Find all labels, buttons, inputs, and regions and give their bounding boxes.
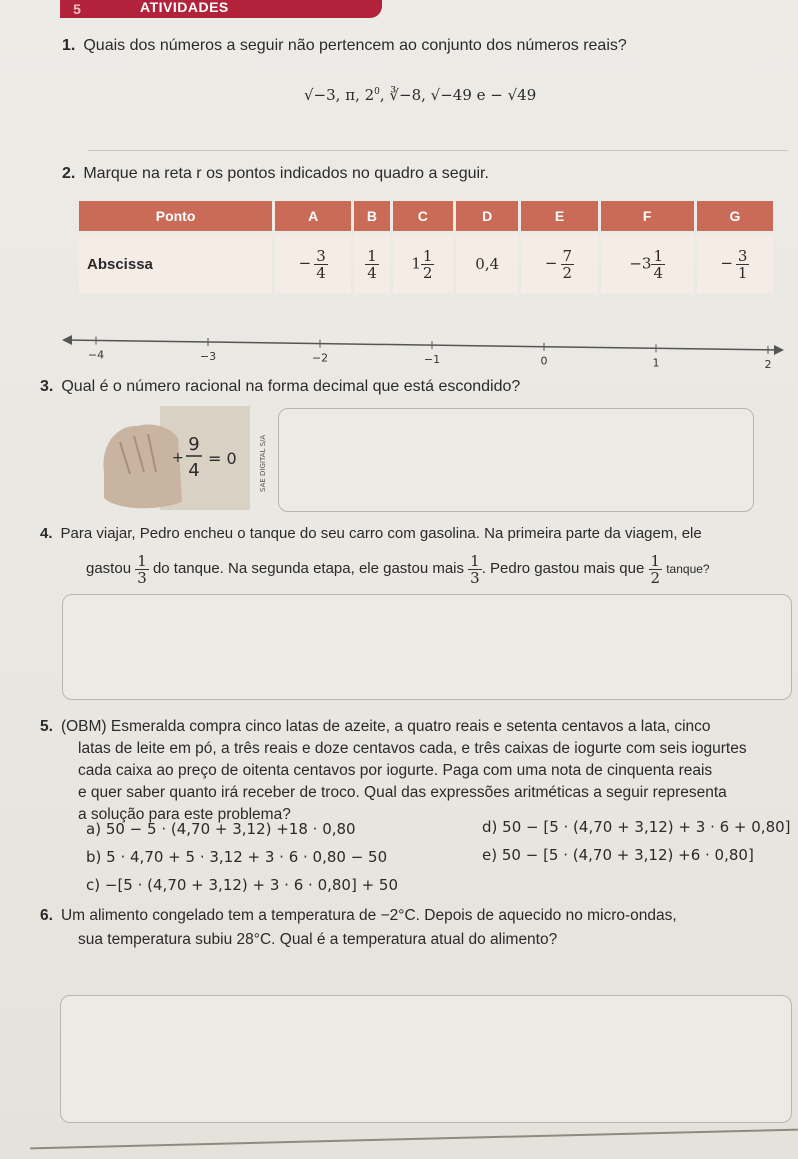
- sign: −: [629, 254, 642, 272]
- question-3: [40, 377, 520, 397]
- question-5: [40, 716, 747, 826]
- expr-term: √−49: [430, 86, 472, 104]
- numerator: 1: [137, 551, 147, 570]
- denominator: 1: [737, 263, 748, 282]
- option-text: 50 − [5 · (4,70 + 3,12) + 3 · 6 + 0,80]: [502, 818, 791, 836]
- fraction: [561, 248, 575, 281]
- denominator: 3: [470, 568, 480, 587]
- sign: −: [720, 254, 733, 272]
- point-label: E: [521, 201, 597, 231]
- q1-expression: [304, 86, 536, 104]
- activities-header: [60, 0, 382, 18]
- photo-credit: SAE DIGITAL S/A: [259, 434, 267, 492]
- expr-sep: e −: [471, 86, 508, 104]
- fraction: [135, 553, 149, 586]
- denominator: 4: [653, 263, 664, 282]
- question-number: 6.: [40, 907, 53, 924]
- option-text: 5 · 4,70 + 5 · 3,12 + 3 · 6 · 0,80 − 50: [106, 848, 388, 866]
- question-2: [62, 164, 489, 184]
- expr-sep: ,: [379, 86, 390, 104]
- question-text: Um alimento congelado tem a temperatura de −2°C. Depois de aquecido no micro-ondas,: [60, 907, 677, 924]
- option-a[interactable]: [86, 820, 356, 838]
- divider: [88, 150, 788, 151]
- q4-text: gastou: [86, 560, 132, 577]
- numerator: 1: [470, 551, 480, 570]
- page-edge: [30, 1129, 798, 1150]
- abscissa-cell: [275, 235, 351, 293]
- number-line: [0, 320, 798, 376]
- numerator: 1: [367, 246, 377, 265]
- answer-box-q4[interactable]: [62, 594, 792, 700]
- question-6: [40, 904, 677, 952]
- numerator: 7: [562, 246, 573, 265]
- question-number: 1.: [62, 37, 76, 54]
- question-number: 4.: [40, 525, 53, 542]
- question-text: e quer saber quanto irá receber de troco. Qual das expressões aritméticas a seguir representa: [78, 784, 727, 801]
- photo-numerator: 9: [188, 434, 200, 455]
- photo-denominator: 4: [188, 460, 200, 481]
- fraction: [651, 248, 665, 281]
- option-label: c): [86, 876, 101, 894]
- option-label: b): [86, 848, 102, 866]
- option-text: 50 − 5 · (4,70 + 3,12) +18 · 0,80: [105, 820, 356, 838]
- question-text: Quais dos números a seguir não pertencem ao conjunto dos números reais?: [83, 37, 627, 54]
- number-line-label: −1: [423, 353, 441, 367]
- left-arrow-icon: [62, 335, 72, 345]
- question-number: 3.: [40, 378, 54, 395]
- question-text: sua temperatura subiu 28°C. Qual é a temperatura atual do alimento?: [78, 931, 558, 948]
- question-text: Qual é o número racional na forma decimal que está escondido?: [61, 378, 521, 395]
- point-label: B: [354, 201, 389, 231]
- number-line-label: −2: [311, 351, 329, 365]
- point-label: F: [601, 201, 694, 231]
- option-text: −[5 · (4,70 + 3,12) + 3 · 6 · 0,80] + 50: [104, 876, 399, 894]
- section-title: ATIVIDADES: [140, 0, 229, 15]
- question-1: [62, 36, 627, 56]
- fraction: [468, 553, 482, 586]
- question-4: [40, 524, 702, 544]
- point-label: A: [275, 201, 351, 231]
- point-label: C: [393, 201, 453, 231]
- question-text: cada caixa ao preço de oitenta centavos por iogurte. Paga com uma nota de cinquenta reais: [78, 762, 713, 779]
- number-line-label: 1: [652, 356, 660, 370]
- option-label: e): [482, 846, 498, 864]
- option-b[interactable]: [86, 848, 387, 866]
- number-line-label: 0: [540, 354, 548, 368]
- point-label: D: [456, 201, 518, 231]
- number-line-label: 2: [764, 357, 772, 371]
- option-d[interactable]: [482, 818, 791, 836]
- abscissa-cell: [697, 235, 773, 293]
- q4-text: tanque?: [666, 562, 710, 576]
- numerator: 1: [653, 246, 664, 265]
- right-arrow-icon: [774, 345, 784, 355]
- answer-box-q6[interactable]: [60, 995, 792, 1123]
- question-text: latas de leite em pó, a três reais e doze centavos cada, e três caixas de iogurte com seis iogurtes: [78, 740, 747, 757]
- option-c[interactable]: [86, 876, 398, 894]
- fraction: [736, 248, 750, 281]
- abscissa-cell: [521, 235, 597, 293]
- abscissa-cell: [601, 235, 694, 293]
- denominator: 2: [650, 568, 661, 587]
- expr-sep: ,: [421, 86, 431, 104]
- q4-text: . Pedro gastou mais que: [481, 560, 645, 577]
- expr-term: , π, 2: [335, 86, 375, 104]
- hidden-number-photo: [90, 402, 270, 514]
- denominator: 2: [422, 263, 433, 282]
- sign: −: [544, 254, 558, 272]
- table-header-ponto: Ponto: [79, 201, 272, 231]
- points-table: [76, 197, 776, 297]
- answer-box-q3[interactable]: [278, 408, 754, 512]
- question-text: Marque na reta r os pontos indicados no quadro a seguir.: [83, 165, 489, 182]
- option-e[interactable]: [482, 846, 754, 864]
- abscissa-row: [79, 235, 773, 293]
- number-line-label: −3: [199, 350, 217, 364]
- photo-equals: = 0: [208, 449, 237, 468]
- expr-term: ∛−8: [389, 86, 422, 104]
- numerator: 1: [422, 246, 433, 265]
- q4-text: do tanque. Na segunda etapa, ele gastou mais: [152, 560, 464, 577]
- denominator: 3: [137, 568, 147, 587]
- photo-plus: +: [172, 450, 184, 466]
- expr-exponent: 0: [374, 87, 380, 97]
- fraction: [649, 553, 663, 586]
- denominator: 2: [562, 263, 573, 282]
- numerator: 1: [650, 551, 661, 570]
- whole-part: 3: [641, 254, 652, 272]
- question-text: a solução para este problema?: [78, 806, 291, 823]
- question-text: Para viajar, Pedro encheu o tanque do seu carro com gasolina. Na primeira parte da viagem, ele: [60, 525, 702, 542]
- question-text: (OBM) Esmeralda compra cinco latas de azeite, a quatro reais e setenta centavos a lata, cinco: [60, 718, 711, 735]
- option-label: d): [482, 818, 498, 836]
- denominator: 4: [367, 263, 377, 282]
- table-header-abscissa: Abscissa: [79, 235, 272, 293]
- number-line-axis: [64, 340, 780, 350]
- abscissa-cell: 0,4: [456, 235, 518, 293]
- denominator: 4: [316, 263, 326, 282]
- sign: −: [298, 254, 312, 272]
- expr-term: √−3: [304, 86, 336, 104]
- abscissa-cell: [354, 235, 389, 293]
- numerator: 3: [737, 246, 748, 265]
- fraction: [314, 248, 328, 281]
- option-text: 50 − [5 · (4,70 + 3,12) +6 · 0,80]: [501, 846, 754, 864]
- point-label: G: [697, 201, 773, 231]
- number-line-label: −4: [87, 348, 105, 362]
- abscissa-cell: [393, 235, 453, 293]
- section-number: 5: [73, 1, 81, 17]
- whole-part: 1: [411, 254, 421, 272]
- fraction: [365, 248, 379, 281]
- question-number: 2.: [62, 165, 76, 182]
- expr-term: √49: [507, 86, 537, 104]
- numerator: 3: [316, 246, 326, 265]
- option-label: a): [86, 820, 102, 838]
- question-number: 5.: [40, 718, 53, 735]
- fraction: [421, 248, 435, 281]
- points-header-row: [79, 201, 773, 231]
- question-4-line2: [86, 552, 710, 586]
